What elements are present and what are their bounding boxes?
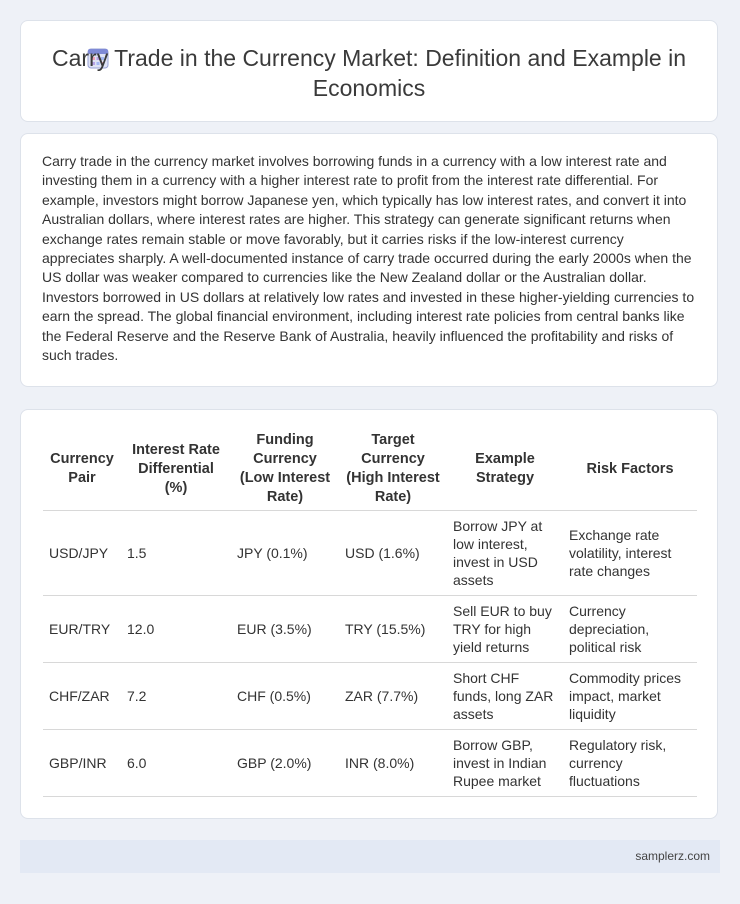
table-row bbox=[43, 663, 697, 730]
table-row bbox=[43, 511, 697, 596]
cell-funding-currency: CHF (0.5%) bbox=[231, 663, 339, 730]
cell-funding-currency: JPY (0.1%) bbox=[231, 511, 339, 596]
header-risk-factors: Risk Factors bbox=[563, 428, 697, 511]
header-target-currency: Target Currency (High Interest Rate) bbox=[339, 428, 447, 511]
footer-site-link[interactable]: samplerz.com bbox=[635, 849, 710, 863]
cell-target-currency: INR (8.0%) bbox=[339, 730, 447, 797]
header-currency-pair: Currency Pair bbox=[43, 428, 121, 511]
cell-funding-currency: GBP (2.0%) bbox=[231, 730, 339, 797]
cell-risk-factors: Exchange rate volatility, interest rate changes bbox=[563, 511, 697, 596]
cell-strategy: Borrow GBP, invest in Indian Rupee market bbox=[447, 730, 563, 797]
cell-differential: 1.5 bbox=[121, 511, 231, 596]
cell-currency-pair: GBP/INR bbox=[43, 730, 121, 797]
cell-strategy: Sell EUR to buy TRY for high yield returns bbox=[447, 596, 563, 663]
cell-differential: 7.2 bbox=[121, 663, 231, 730]
cell-funding-currency: EUR (3.5%) bbox=[231, 596, 339, 663]
cell-target-currency: ZAR (7.7%) bbox=[339, 663, 447, 730]
page-title: Carry Trade in the Currency Market: Definition and Example in Economics bbox=[51, 45, 687, 101]
intro-paragraph: Carry trade in the currency market involves borrowing funds in a currency with a low interest rate and investing them in a currency with a higher interest rate to profit from the interest rate differential. For example, investors might borrow Japanese yen, which typically has low interest rates, and convert it into Australian dollars, where interest rates are higher. This strategy can generate significant returns when exchange rates remain stable or move favorably, but it carries risks if the low-interest currency appreciates sharply. A well-documented instance of carry trade occurred during the early 2000s when the US dollar was weaker compared to currencies like the New Zealand dollar or the Australian dollar. Investors borrowed in US dollars at relatively low rates and invested in these higher-yielding currencies to earn the spread. The global financial environment, including interest rate policies from central banks like the Federal Reserve and the Reserve Bank of Australia, heavily influenced the profitability and risks of such trades. bbox=[42, 153, 695, 364]
cell-strategy: Borrow JPY at low interest, invest in USD assets bbox=[447, 511, 563, 596]
carry-trade-table bbox=[43, 428, 697, 797]
intro-card bbox=[20, 133, 718, 387]
cell-strategy: Short CHF funds, long ZAR assets bbox=[447, 663, 563, 730]
cell-target-currency: TRY (15.5%) bbox=[339, 596, 447, 663]
table-row bbox=[43, 730, 697, 797]
cell-risk-factors: Regulatory risk, currency fluctuations bbox=[563, 730, 697, 797]
cell-target-currency: USD (1.6%) bbox=[339, 511, 447, 596]
cell-currency-pair: EUR/TRY bbox=[43, 596, 121, 663]
cell-differential: 6.0 bbox=[121, 730, 231, 797]
header-funding-currency: Funding Currency (Low Interest Rate) bbox=[231, 428, 339, 511]
cell-differential: 12.0 bbox=[121, 596, 231, 663]
table-header-row bbox=[43, 428, 697, 511]
header-interest-rate-differential: Interest Rate Differential (%) bbox=[121, 428, 231, 511]
title-card bbox=[20, 20, 718, 122]
table-row bbox=[43, 596, 697, 663]
cell-currency-pair: CHF/ZAR bbox=[43, 663, 121, 730]
cell-risk-factors: Commodity prices impact, market liquidity bbox=[563, 663, 697, 730]
cell-currency-pair: USD/JPY bbox=[43, 511, 121, 596]
footer-bar bbox=[20, 840, 720, 873]
header-example-strategy: Example Strategy bbox=[447, 428, 563, 511]
table-card bbox=[20, 409, 718, 819]
cell-risk-factors: Currency depreciation, political risk bbox=[563, 596, 697, 663]
